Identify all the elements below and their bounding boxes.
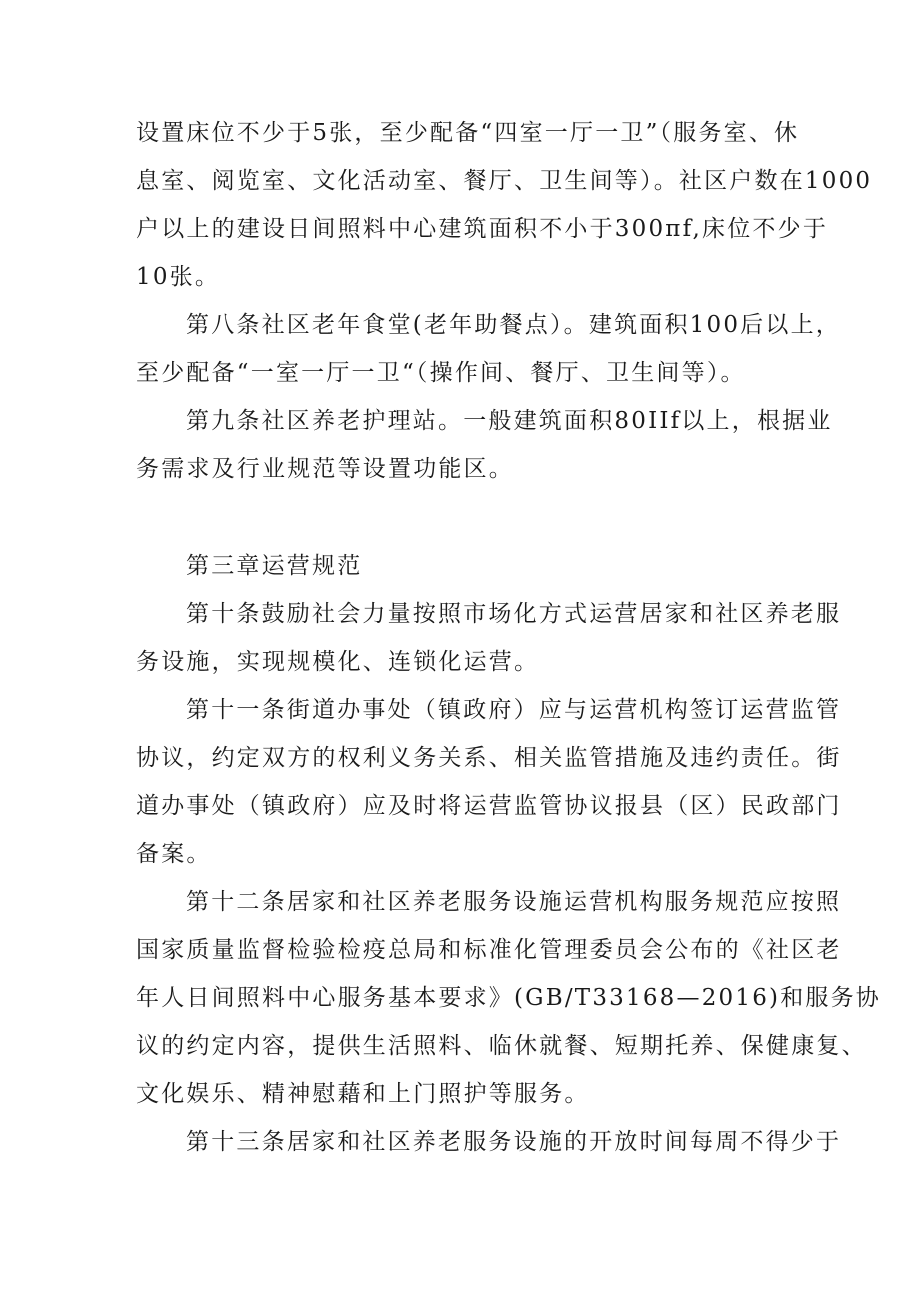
- article-8-heading: 第八条社区老年食堂(老年助餐点）。建筑面积100后以上，: [186, 312, 841, 338]
- chapter-title: 第三章运营规范: [186, 553, 363, 579]
- text-line: 道办事处（镇政府）应及时将运营监管协议报县（区）民政部门: [136, 793, 842, 819]
- text-line: 协议，约定双方的权利义务关系、相关监管措施及违约责任。街: [136, 745, 842, 771]
- text-line: 务设施，实现规模化、连锁化运营。: [136, 649, 540, 675]
- article-10-heading: 第十条鼓励社会力量按照市场化方式运营居家和社区养老服: [186, 601, 842, 627]
- article-9-heading: 第九条社区养老护理站。一般建筑面积80IIf以上，根据业: [186, 408, 833, 434]
- text-line: 备案。: [136, 841, 212, 867]
- text-line: 10张。: [136, 264, 221, 290]
- text-line: 户以上的建设日间照料中心建筑面积不小于300πf,床位不少于: [136, 216, 829, 242]
- article-11-heading: 第十一条街道办事处（镇政府）应与运营机构签订运营监管: [186, 697, 842, 723]
- text-line: 年人日间照料中心服务基本要求》(GB/T33168—2016)和服务协: [136, 985, 882, 1011]
- article-12-heading: 第十二条居家和社区养老服务设施运营机构服务规范应按照: [186, 889, 842, 915]
- article-13-heading: 第十三条居家和社区养老服务设施的开放时间每周不得少于: [186, 1129, 842, 1155]
- text-line: 息室、阅览室、文化活动室、餐厅、卫生间等）。社区户数在1000: [136, 168, 873, 194]
- text-line: 国家质量监督检验检疫总局和标准化管理委员会公布的《社区老: [136, 937, 842, 963]
- text-line: 文化娱乐、精神慰藉和上门照护等服务。: [136, 1081, 590, 1107]
- text-line: 设置床位不少于5张，至少配备“四室一厅一卫”（服务室、休: [136, 120, 800, 146]
- text-line: 务需求及行业规范等设置功能区。: [136, 456, 514, 482]
- text-line: 至少配备“一室一厅一卫“（操作间、餐厅、卫生间等）。: [136, 360, 746, 386]
- text-line: 议的约定内容，提供生活照料、临休就餐、短期托养、保健康复、: [136, 1033, 867, 1059]
